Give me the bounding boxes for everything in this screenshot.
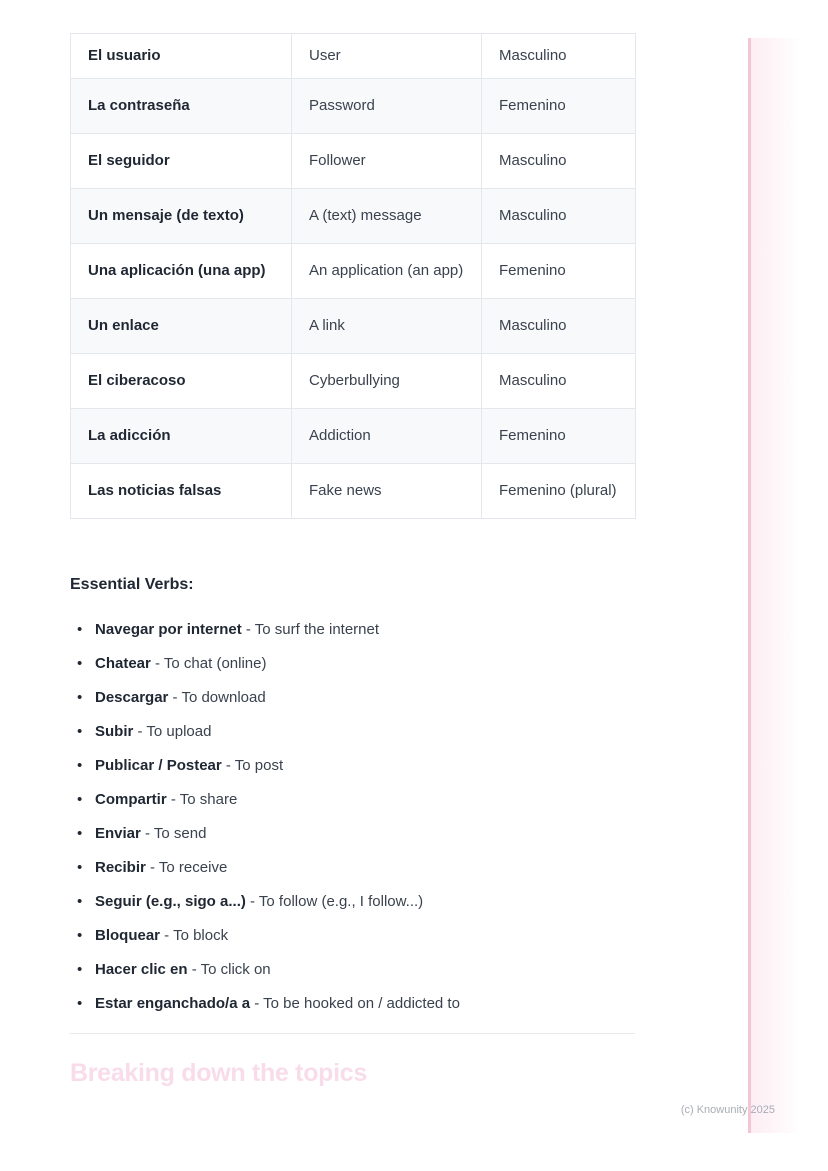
- vocab-english-cell: A link: [292, 299, 482, 354]
- vocab-gender-cell: Masculino: [482, 189, 636, 244]
- vocab-spanish-cell: Una aplicación (una app): [71, 244, 292, 299]
- vocab-spanish-cell: Las noticias falsas: [71, 464, 292, 519]
- verb-list-item: [70, 825, 635, 842]
- verb-list-item: [70, 757, 635, 774]
- vocab-english-cell: Fake news: [292, 464, 482, 519]
- vocab-spanish-cell: El seguidor: [71, 134, 292, 189]
- verb-separator: -: [133, 723, 147, 740]
- vocab-english-cell: Addiction: [292, 409, 482, 464]
- vocab-table-row: [71, 464, 636, 519]
- verb-meaning: To click on: [200, 961, 271, 978]
- vocab-table-row: [71, 189, 636, 244]
- verb-separator: -: [187, 961, 201, 978]
- vocab-gender-cell: Masculino: [482, 299, 636, 354]
- vocab-table-row: [71, 244, 636, 299]
- vocab-english-cell: A (text) message: [292, 189, 482, 244]
- vocab-spanish-cell: El ciberacoso: [71, 354, 292, 409]
- vocab-table: [70, 33, 636, 519]
- verb-separator: -: [140, 825, 154, 842]
- verb-meaning: To share: [179, 791, 238, 808]
- vocab-table-row: [71, 79, 636, 134]
- verb-meaning: To receive: [158, 859, 228, 876]
- verb-separator: -: [150, 655, 164, 672]
- vocab-spanish-cell: La contraseña: [71, 79, 292, 134]
- verb-list-item: [70, 927, 635, 944]
- vocab-gender-cell: Masculino: [482, 354, 636, 409]
- essential-verbs-section: [70, 576, 635, 1029]
- page-edge-accent: [748, 38, 800, 1133]
- vocab-gender-cell: Femenino (plural): [482, 464, 636, 519]
- verb-separator: -: [168, 689, 182, 706]
- vocab-gender-cell: Masculino: [482, 134, 636, 189]
- verb-list-item: [70, 859, 635, 876]
- verb-separator: -: [166, 791, 180, 808]
- verb-spanish: Estar enganchado/a a: [95, 995, 251, 1012]
- verb-list-item: [70, 961, 635, 978]
- verb-meaning: To chat (online): [163, 655, 267, 672]
- verb-separator: -: [145, 859, 159, 876]
- verb-spanish: Compartir: [95, 791, 167, 808]
- vocab-english-cell: An application (an app): [292, 244, 482, 299]
- vocab-table-row: [71, 409, 636, 464]
- verb-spanish: Hacer clic en: [95, 961, 188, 978]
- vocab-spanish-cell: La adicción: [71, 409, 292, 464]
- verb-spanish: Chatear: [95, 655, 151, 672]
- verb-spanish: Navegar por internet: [95, 621, 242, 638]
- verb-meaning: To be hooked on / addicted to: [263, 995, 460, 1012]
- vocab-english-cell: Follower: [292, 134, 482, 189]
- essential-verbs-heading: Essential Verbs:: [70, 576, 194, 593]
- verb-list-item: [70, 621, 635, 638]
- verb-meaning: To send: [153, 825, 207, 842]
- essential-verbs-list: [70, 621, 635, 1012]
- verb-meaning: To surf the internet: [254, 621, 380, 638]
- vocab-english-cell: Password: [292, 79, 482, 134]
- verb-list-item: [70, 689, 635, 706]
- verb-separator: -: [160, 927, 174, 944]
- verb-spanish: Descargar: [95, 689, 169, 706]
- copyright-footer: (c) Knowunity 2025: [680, 1104, 775, 1116]
- vocab-english-cell: User: [292, 34, 482, 79]
- verb-meaning: To download: [181, 689, 266, 706]
- verb-list-item: [70, 723, 635, 740]
- vocab-english-cell: Cyberbullying: [292, 354, 482, 409]
- vocab-gender-cell: Femenino: [482, 409, 636, 464]
- verb-meaning: To follow (e.g., I follow...): [258, 893, 424, 910]
- verb-list-item: [70, 893, 635, 910]
- vocab-table-row: [71, 299, 636, 354]
- verb-separator: -: [250, 995, 264, 1012]
- verb-list-item: [70, 995, 635, 1012]
- vocab-table-body: [71, 34, 636, 519]
- vocab-table-row: [71, 134, 636, 189]
- vocab-table-row: [71, 34, 636, 79]
- next-section-heading: Breaking down the topics: [70, 1059, 367, 1087]
- vocab-spanish-cell: El usuario: [71, 34, 292, 79]
- vocab-gender-cell: Masculino: [482, 34, 636, 79]
- vocab-spanish-cell: Un mensaje (de texto): [71, 189, 292, 244]
- verb-meaning: To upload: [146, 723, 212, 740]
- verb-spanish: Subir: [95, 723, 134, 740]
- section-divider: [70, 1033, 635, 1034]
- vocab-gender-cell: Femenino: [482, 79, 636, 134]
- verb-spanish: Recibir: [95, 859, 146, 876]
- verb-list-item: [70, 655, 635, 672]
- verb-spanish: Seguir (e.g., sigo a...): [95, 893, 246, 910]
- verb-separator: -: [221, 757, 235, 774]
- vocab-gender-cell: Femenino: [482, 244, 636, 299]
- verb-separator: -: [241, 621, 255, 638]
- verb-spanish: Publicar / Postear: [95, 757, 222, 774]
- verb-spanish: Bloquear: [95, 927, 161, 944]
- verb-list-item: [70, 791, 635, 808]
- verb-separator: -: [245, 893, 259, 910]
- verb-spanish: Enviar: [95, 825, 141, 842]
- vocab-table-row: [71, 354, 636, 409]
- verb-meaning: To post: [234, 757, 284, 774]
- vocab-spanish-cell: Un enlace: [71, 299, 292, 354]
- verb-meaning: To block: [173, 927, 229, 944]
